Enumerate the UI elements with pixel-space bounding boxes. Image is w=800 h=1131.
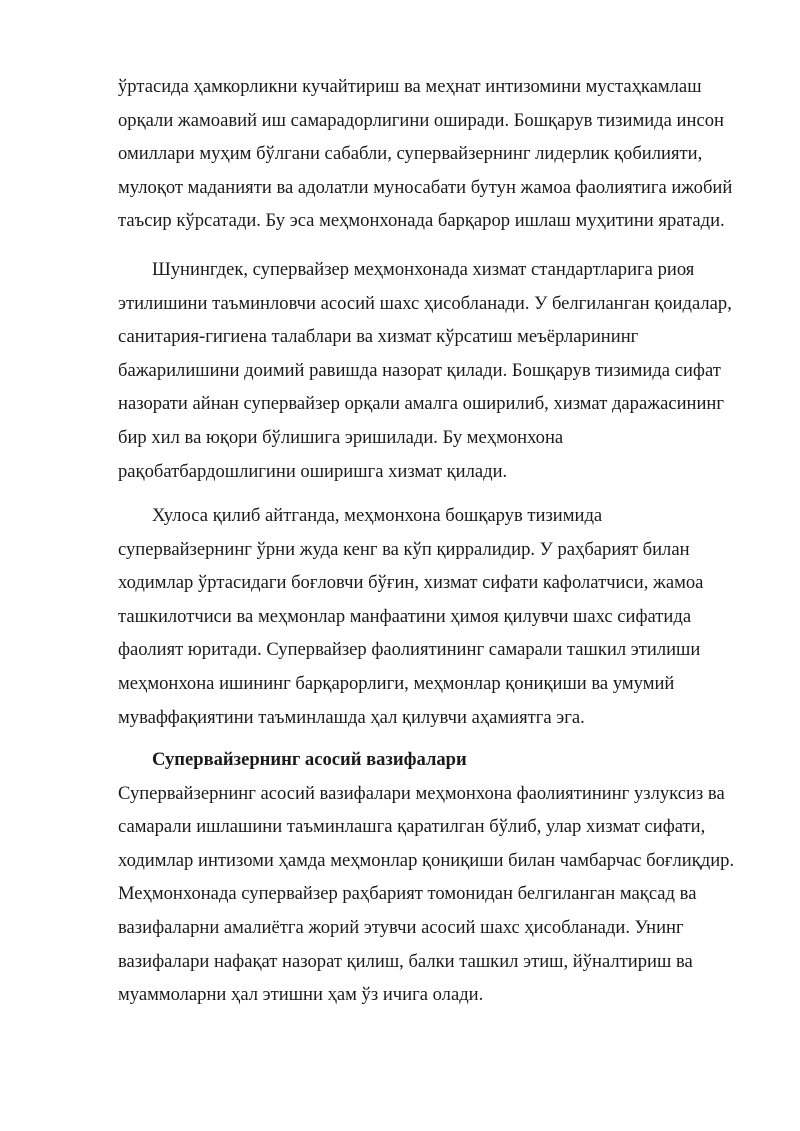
text-line: супервайзернинг ўрни жуда кенг ва кўп қирралидир. У раҳбарият билан <box>118 538 690 560</box>
text-line: вазифалари нафақат назорат қилиш, балки ташкил этиш, йўналтириш ва <box>118 950 693 972</box>
text-line: Супервайзернинг асосий вазифалари меҳмонхона фаолиятининг узлуксиз ва <box>118 782 725 804</box>
text-line: самарали ишлашини таъминлашга қаратилган бўлиб, улар хизмат сифати, <box>118 816 706 838</box>
text-line: ташкилотчиси ва меҳмонлар манфаатини ҳимоя қилувчи шахс сифатида <box>118 605 692 627</box>
text-line: мулоқот маданияти ва адолатли муносабати бутун жамоа фаолиятига ижобий <box>118 176 733 198</box>
paragraph-1 <box>118 70 758 238</box>
text-line: ходимлар ўртасидаги боғловчи бўғин, хизмат сифати кафолатчиси, жамоа <box>118 572 704 594</box>
text-line: рақобатбардошлигини оширишга хизмат қилади. <box>118 460 508 482</box>
text-line: ўртасида ҳамкорликни кучайтириш ва меҳнат интизомини мустаҳкамлаш <box>118 76 702 97</box>
text-line: ходимлар интизоми ҳамда меҳмонлар қониқиши билан чамбарчас боғлиқдир. <box>118 849 735 871</box>
text-line: орқали жамоавий иш самарадорлигини оширади. Бошқарув тизимида инсон <box>118 109 724 131</box>
text-line: бир хил ва юқори бўлишига эришилади. Бу меҳмонхона <box>118 426 564 448</box>
text-line: меҳмонхона ишининг барқарорлиги, меҳмонлар қониқиши ва умумий <box>118 672 675 694</box>
section-heading: Супервайзернинг асосий вазифалари <box>152 749 467 770</box>
text-line: Хулоса қилиб айтганда, меҳмонхона бошқарув тизимида <box>152 505 603 526</box>
text-line: санитария-гигиена талаблари ва хизмат кўрсатиш меъёрларининг <box>118 326 639 348</box>
section-duties <box>118 743 758 1012</box>
text-line: фаолият юритади. Супервайзер фаолиятининг самарали ташкил этилиши <box>118 639 701 661</box>
paragraph-3 <box>118 499 758 734</box>
paragraph-2 <box>118 253 758 488</box>
text-line: муваффақиятини таъминлашда ҳал қилувчи аҳамиятга эга. <box>118 706 585 728</box>
text-line: Шунингдек, супервайзер меҳмонхонада хизмат стандартларига риоя <box>152 259 695 280</box>
text-line: вазифаларни амалиётга жорий этувчи асосий шахс ҳисобланади. Унинг <box>118 916 684 938</box>
text-line: Меҳмонхонада супервайзер раҳбарият томонидан белгиланган мақсад ва <box>118 883 697 905</box>
text-line: назорати айнан супервайзер орқали амалга оширилиб, хизмат даражасининг <box>118 393 725 415</box>
text-line: этилишини таъминловчи асосий шахс ҳисобланади. У белгиланган қоидалар, <box>118 292 732 314</box>
text-line: муаммоларни ҳал этишни ҳам ўз ичига олади. <box>118 984 484 1006</box>
text-line: таъсир кўрсатади. Бу эса меҳмонхонада барқарор ишлаш муҳитини яратади. <box>118 210 725 232</box>
text-line: омиллари муҳим бўлгани сабабли, супервайзернинг лидерлик қобилияти, <box>118 143 703 165</box>
text-line: бажарилишини доимий равишда назорат қилади. Бошқарув тизимида сифат <box>118 359 721 381</box>
